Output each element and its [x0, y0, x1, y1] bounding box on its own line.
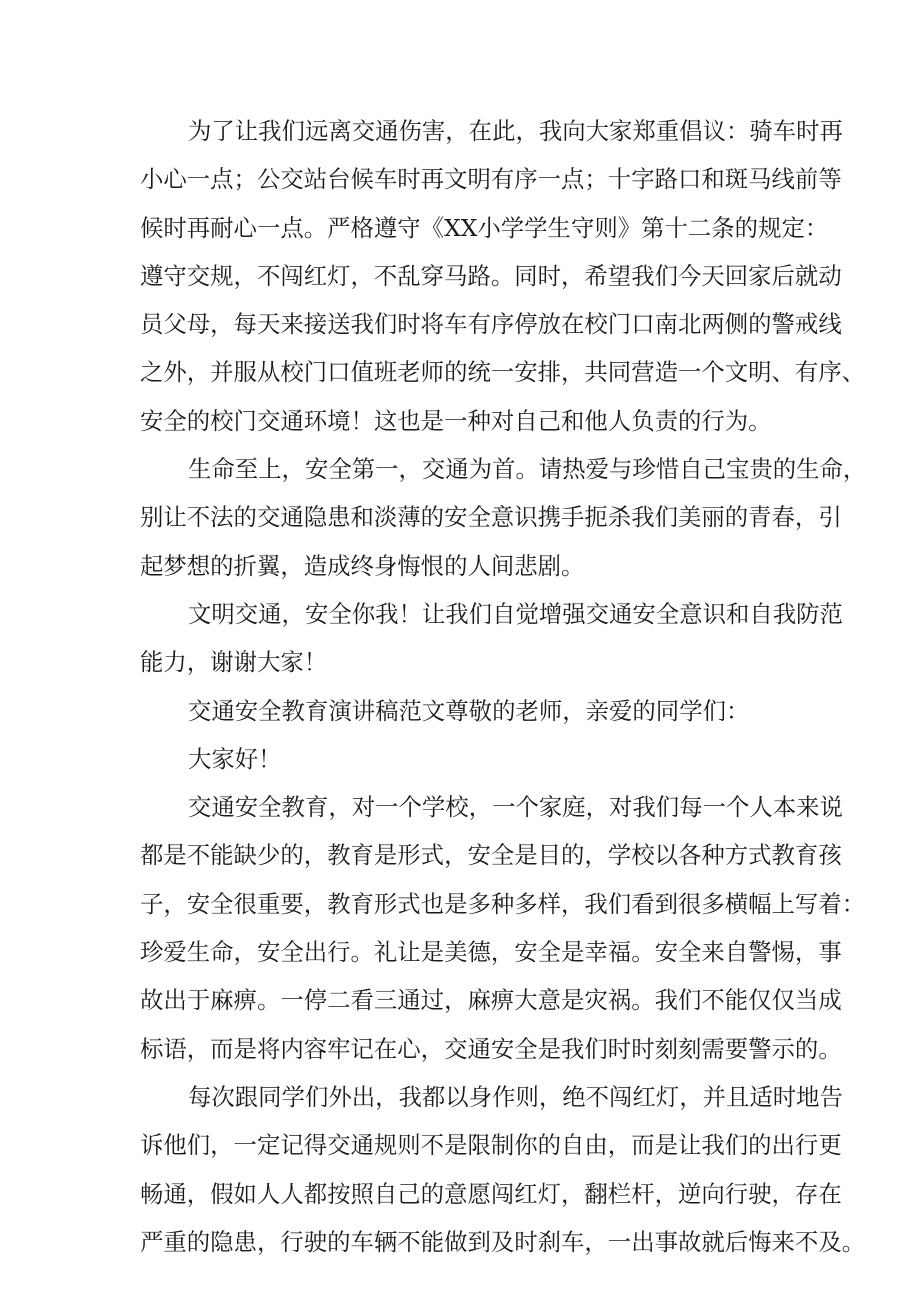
text-line: 诉他们，一定记得交通规则不是限制你的自由，而是让我们的出行更	[140, 1131, 842, 1160]
text-line: 员父母，每天来接送我们时将车有序停放在校门口南北两侧的警戒线	[140, 310, 842, 339]
text-line: 小心一点；公交站台候车时再文明有序一点；十字路口和斑马线前等	[140, 165, 842, 194]
text-line: 都是不能缺少的，教育是形式，安全是目的，学校以各种方式教育孩	[140, 841, 842, 870]
text-line: 大家好！	[188, 744, 282, 773]
paragraph	[140, 735, 810, 783]
paragraph	[140, 107, 866, 445]
text-line: 子，安全很重要，教育形式也是多种多样，我们看到很多横幅上写着：	[140, 889, 866, 918]
paragraph	[140, 783, 866, 1073]
text-line: 文明交通，安全你我！让我们自觉增强交通安全意识和自我防范	[188, 599, 843, 628]
paragraph	[140, 1073, 866, 1266]
text-line: 别让不法的交通隐患和淡薄的安全意识携手扼杀我们美丽的青春，引	[140, 503, 842, 532]
text-line: 为了让我们远离交通伤害，在此，我向大家郑重倡议：骑车时再	[188, 117, 843, 145]
text-line: 故出于麻痹。一停二看三通过，麻痹大意是灾祸。我们不能仅仅当成	[140, 986, 842, 1015]
text-line: 能力，谢谢大家！	[140, 648, 328, 677]
paragraph	[140, 590, 843, 687]
text-line: 交通安全教育演讲稿范文尊敬的老师，亲爱的同学们：	[188, 696, 750, 725]
text-line: 每次跟同学们外出，我都以身作则，绝不闯红灯，并且适时地告	[188, 1082, 843, 1111]
text-line: 遵守交规，不闯红灯，不乱穿马路。同时，希望我们今天回家后就动	[140, 261, 842, 290]
text-line: 起梦想的折翼，造成终身悔恨的人间悲剧。	[140, 551, 585, 580]
text-line: 候时再耐心一点。严格遵守《XX小学学生守则》第十二条的规定：	[140, 213, 829, 242]
paragraph	[140, 445, 867, 590]
text-line: 畅通，假如人人都按照自己的意愿闯红灯，翻栏杆，逆向行驶，存在	[140, 1179, 842, 1208]
text-line: 生命至上，安全第一，交通为首。请热爱与珍惜自己宝贵的生命，	[188, 455, 867, 484]
text-line: 标语，而是将内容牢记在心，交通安全是我们时时刻刻需要警示的。	[140, 1034, 842, 1063]
document-page	[140, 107, 867, 1266]
text-line: 交通安全教育，对一个学校，一个家庭，对我们每一个人本来说	[188, 793, 843, 822]
text-line: 之外，并服从校门口值班老师的统一安排，共同营造一个文明、有序、	[140, 358, 866, 387]
text-line: 安全的校门交通环境！这也是一种对自己和他人负责的行为。	[140, 406, 772, 435]
paragraph	[140, 687, 810, 735]
text-line: 珍爱生命，安全出行。礼让是美德，安全是幸福。安全来自警惕，事	[140, 938, 842, 967]
text-line: 严重的隐患，行驶的车辆不能做到及时刹车，一出事故就后悔来不及。	[140, 1227, 866, 1256]
